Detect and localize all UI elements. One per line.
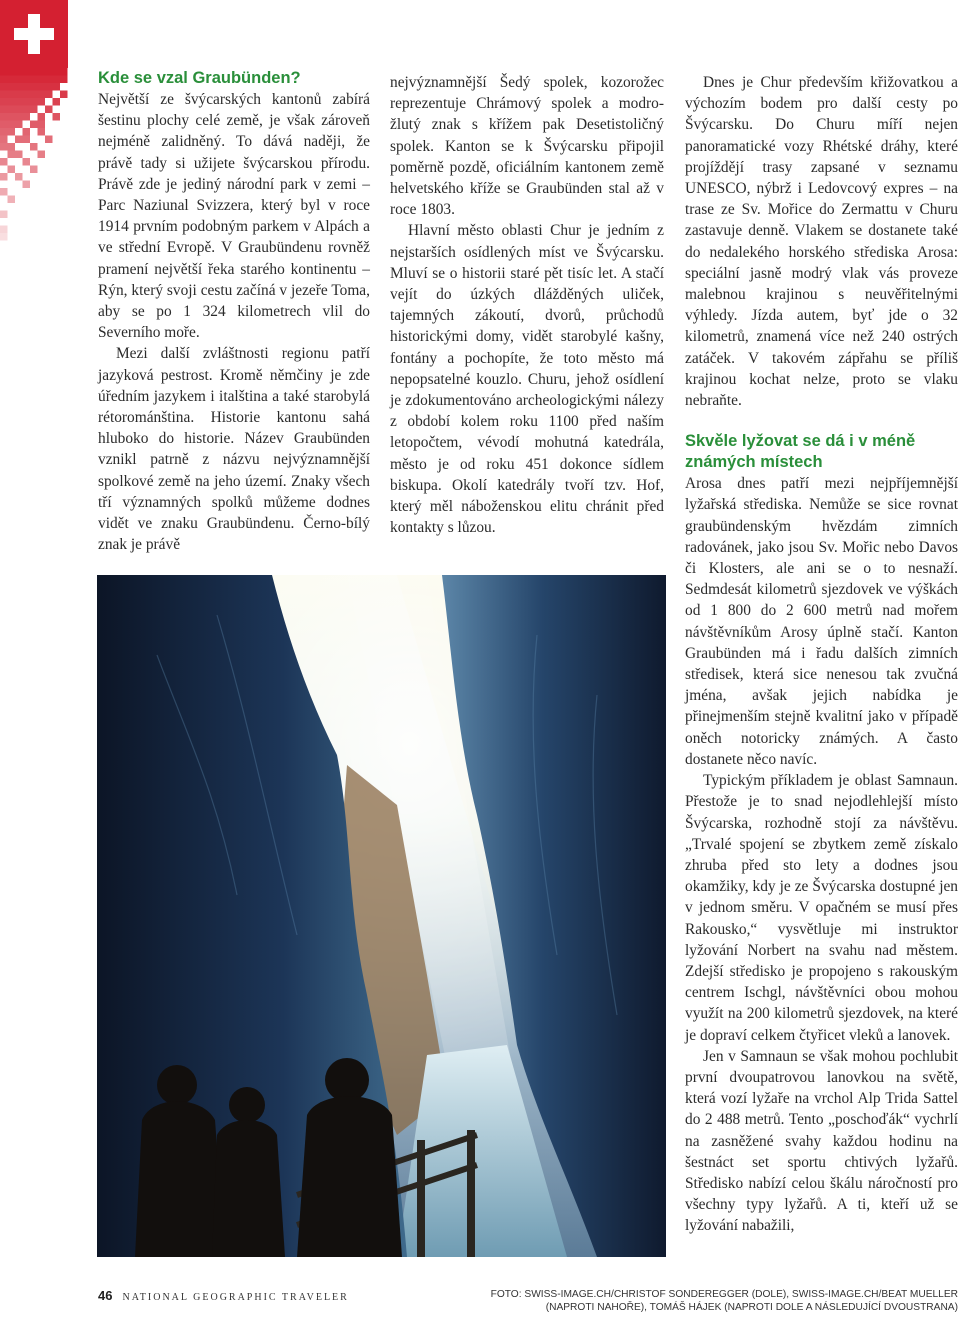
paragraph: Arosa dnes patří mezi nejpříjemnější lyžařská střediska. Nemůže se sice rovnat graubündenským hvězdám zimních radovánek, jako jsou Sv. Mořic nebo Davos či Klosters, ale ani se o to nesnaží. Sedmdesát kilometrů sjezdovek ve výškách od 1 800 do 2 600 metrů nad mořem návštěvníkům Arosy úplně stačí. Kanton Graubünden má i řadu dalších zimních středisek, která sice nenesou tak zvučná jména, avšak jejich nabídka je přinejmenším stejně kvalitní jako v případě oněch notoricky známých. A často dostanete něco navíc. xyxy=(685,475,958,768)
pixel-square xyxy=(8,143,16,151)
pixel-square xyxy=(0,143,8,151)
pixel-square xyxy=(30,106,38,114)
pixel-square xyxy=(53,98,61,106)
pixel-square xyxy=(60,68,68,76)
pixel-square xyxy=(15,68,23,76)
column-1 xyxy=(98,68,370,555)
pixel-square xyxy=(15,91,23,99)
pixel-square xyxy=(30,68,38,76)
paragraph: Mezi další zvláštnosti regionu patří jazyková pestrost. Kromě němčiny je zde úředním jazykem i italština a také starobylá rétorománština. Historie kantonu sahá hluboko do historie. Název Graubünden vznikl patrně z názvu nejvýznamnější spolkové země na jeho území. Znaky všech tří významných spolků můžeme dodnes vidět ve znaku Graubündenu. Černo-bílý znak je právě xyxy=(98,345,370,554)
pixel-square xyxy=(15,98,23,106)
pixel-square xyxy=(23,113,31,121)
pixel-square xyxy=(23,98,31,106)
footer-magazine xyxy=(98,1288,349,1303)
pixel-square xyxy=(15,151,23,159)
pixel-square xyxy=(30,76,38,84)
pixel-square xyxy=(38,128,46,136)
pixel-square xyxy=(0,188,8,196)
pixel-square xyxy=(8,83,16,91)
pixel-square xyxy=(23,136,31,144)
pixel-square xyxy=(0,136,8,144)
pixel-square xyxy=(30,98,38,106)
pixel-square xyxy=(23,128,31,136)
pixel-square xyxy=(0,91,8,99)
pixel-square xyxy=(23,83,31,91)
magazine-name: NATIONAL GEOGRAPHIC TRAVELER xyxy=(122,1292,349,1303)
pixel-square xyxy=(38,83,46,91)
pixel-square xyxy=(45,68,53,76)
pixel-square xyxy=(38,113,46,121)
page-number: 46 xyxy=(98,1288,113,1303)
pixel-square xyxy=(0,158,8,166)
pixel-square xyxy=(15,173,23,181)
pixel-fade-pattern xyxy=(0,68,68,241)
pixel-square xyxy=(0,128,8,136)
pixel-square xyxy=(30,91,38,99)
pixel-square xyxy=(30,143,38,151)
pixel-square xyxy=(15,113,23,121)
pixel-square xyxy=(60,91,68,99)
section-heading-skiing: Skvěle lyžovat se dá i v méně známých místech xyxy=(685,432,916,472)
pixel-square xyxy=(45,136,53,144)
pixel-square xyxy=(8,91,16,99)
pixel-square xyxy=(15,136,23,144)
pixel-square xyxy=(53,113,61,121)
paragraph: nejvýznamnější Šedý spolek, kozorožec reprezentuje Chrámový spolek a modro-žlutý znak s křížem pak Desetistoličný spolek. Kanton se k Švýcarsku připojil poměrně pozdě, oficiálním kantonem země helvetského kříže se Graubünden stal až v roce 1803. xyxy=(390,74,664,219)
pixel-square xyxy=(38,68,46,76)
paragraph: Typickým příkladem je oblast Samnaun. Přestože je to snad nejodlehlejší místo Švýcarska, rozhodně stojí za návštěvu. „Trvalé spojení se zbytkem země získalo zhruba před sto lety a dodnes jsou okamžiky, kdy je ze Švýcarska dostupné jen v jednom směru. V opačném se musí přes Rakousko,“ vysvětluje mi instruktor lyžování Norbert na svahu nad městem. Zdejší středisko je propojeno s rakouským centrem Ischgl, návštěvníci obou mohou využít na 200 kilometrů sjezdovek, na které je dopraví celkem čtyřicet vleků a lanovek. xyxy=(685,772,958,1044)
pixel-square xyxy=(8,151,16,159)
gorge-photo xyxy=(97,575,666,1257)
pixel-square xyxy=(15,106,23,114)
pixel-square xyxy=(45,76,53,84)
pixel-square xyxy=(15,121,23,129)
photo-credits xyxy=(491,1288,958,1314)
pixel-square xyxy=(8,113,16,121)
pixel-square xyxy=(0,233,8,241)
column-2 xyxy=(390,72,664,538)
pixel-square xyxy=(38,121,46,129)
pixel-square xyxy=(8,98,16,106)
pixel-square xyxy=(53,76,61,84)
pixel-square xyxy=(45,83,53,91)
pixel-square xyxy=(23,106,31,114)
pixel-square xyxy=(0,113,8,121)
pixel-square xyxy=(8,196,16,204)
paragraph: Největší ze švýcarských kantonů zabírá šestinu plochy celé země, je však zároveň nejméně zalidněný. To dává naději, že právě tady si užijete švýcarskou přírodu. Právě zde je jediný národní park v zemi – Parc Naziunal Svizzera, který byl v roce 1914 prvním podobným parkem v Alpách a ve střední Evropě. V Graubündenu rovněž pramení největší řeka starého kontinentu – Rýn, který svoji cestu začíná v jezeře Toma, aby se po 1 324 kilometrech vlil do Severního moře. xyxy=(98,91,370,342)
pixel-square xyxy=(0,106,8,114)
pixel-square xyxy=(0,76,8,84)
pixel-square xyxy=(0,68,8,76)
pixel-square xyxy=(45,106,53,114)
pixel-square xyxy=(8,68,16,76)
pixel-square xyxy=(0,121,8,129)
pixel-square xyxy=(8,106,16,114)
pixel-square xyxy=(8,76,16,84)
pixel-square xyxy=(30,166,38,174)
pixel-square xyxy=(15,83,23,91)
paragraph: Dnes je Chur především křižovatkou a výchozím bodem pro další cesty po Švýcarsku. Do Churu míří nejen panoramatické vozy Rhétské dráhy, které projíždějí trasy zapsané v seznamu UNESCO, nýbrž i Ledovcový expres – na trase ze Sv. Mořice do Zermattu v Churu zastavuje denně. Vlakem se dostanete také do nedalekého horského střediska Arosa: speciální jasně modrý vlak vás proveze malebnou krajinou s neuvěřitelnými výhledy. Jízda autem, byť jde o 32 kilometrů, znamená více než 240 ostrých zatáček. V takovém zápřahu se příliš krajinou kochat nelze, proto se vlaku nebraňte. xyxy=(685,74,958,410)
pixel-square xyxy=(53,83,61,91)
pixel-square xyxy=(38,91,46,99)
pixel-square xyxy=(23,158,31,166)
credits-line-1: FOTO: SWISS-IMAGE.CH/CHRISTOF SONDEREGGER (DOLE), SWISS-IMAGE.CH/BEAT MUELLER xyxy=(490,1289,958,1300)
pixel-square xyxy=(38,151,46,159)
pixel-square xyxy=(8,166,16,174)
pixel-square xyxy=(38,76,46,84)
pixel-square xyxy=(8,121,16,129)
pixel-square xyxy=(30,83,38,91)
pixel-square xyxy=(0,173,8,181)
paragraph: Jen v Samnaun se však mohou pochlubit první dvoupatrovou lanovkou na světě, která vozí lyžaře na vrchol Alp Trida Sattel do 2 488 metrů. Tento „poschoďák“ vychrlí na zasněžené svahy každou hodinu na šestnáct set sportu chtivých lyžařů. Středisko nabízí celou škálu náročností pro všechny typy lyžařů. A ti, kteří už se lyžování nabažili, xyxy=(685,1047,958,1235)
pixel-square xyxy=(60,76,68,84)
paragraph: Hlavní město oblasti Chur je jedním z nejstarších osídlených míst ve Švýcarsku. Mluví se o historii staré pět tisíc let. A stačí vejít do úzkých dlážděných uliček, tajemných zákoutí, dvorů, průchodů historickými domy, vidět starobylé kašny, fontány a pochopíte, že toto město má nepopsatelné kouzlo. Churu, jehož osídlení je zdokumentováno archeologickými nálezy z období kolem roku 1100 před naším letopočtem, vévodí mohutná katedrála, město je od roku 451 dokonce sídlem biskupa. Okolí katedrály tvoří tzv. Hof, který měl náboženskou elitu chránit před kontakty s lůzou. xyxy=(390,222,664,537)
pixel-square xyxy=(38,98,46,106)
pixel-square xyxy=(8,128,16,136)
pixel-square xyxy=(0,83,8,91)
pixel-square xyxy=(23,91,31,99)
pixel-square xyxy=(23,181,31,189)
pixel-square xyxy=(53,68,61,76)
pixel-square xyxy=(23,76,31,84)
pixel-square xyxy=(45,91,53,99)
column-3 xyxy=(685,72,958,1237)
pixel-square xyxy=(0,98,8,106)
swiss-flag-strip xyxy=(0,0,68,320)
pixel-square xyxy=(23,68,31,76)
pixel-square xyxy=(0,226,8,234)
pixel-square xyxy=(15,76,23,84)
pixel-square xyxy=(30,121,38,129)
section-heading-graubunden: Kde se vzal Graubünden? xyxy=(98,69,301,87)
pixel-square xyxy=(0,211,8,219)
credits-line-2: (NAPROTI NAHOŘE), TOMÁŠ HÁJEK (NAPROTI DOLE A NÁSLEDUJÍCÍ DVOUSTRANA) xyxy=(545,1302,958,1313)
